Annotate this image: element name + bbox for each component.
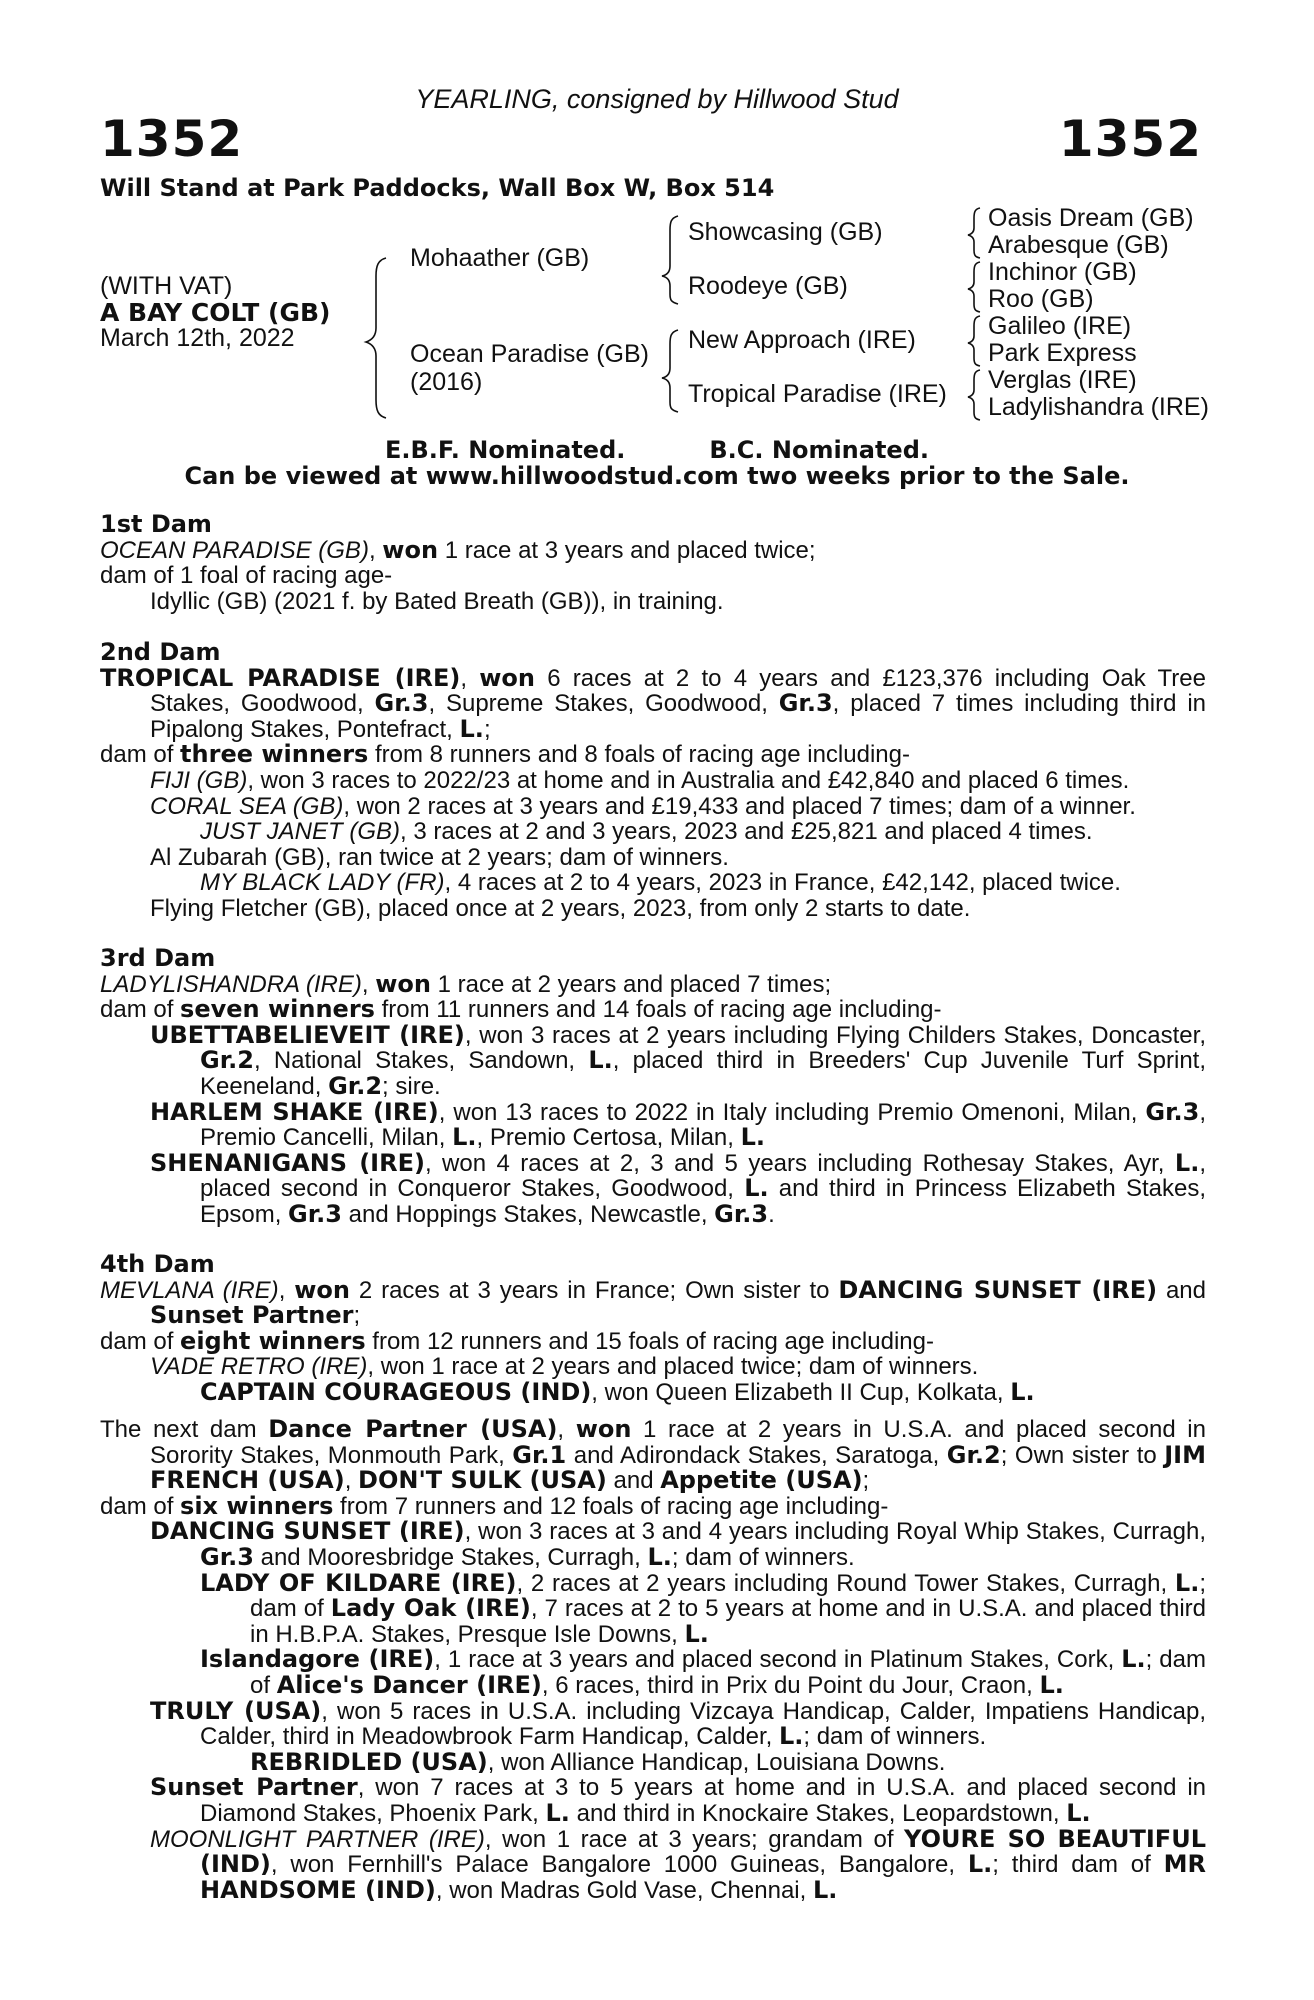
sale-header: YEARLING, consigned by Hillwood Stud xyxy=(415,84,899,114)
gen3-ancestor: Galileo (IRE) xyxy=(988,312,1132,340)
dam-record: OCEAN PARADISE (GB), won 1 race at 3 years and placed twice; xyxy=(100,535,816,564)
dam-dam: Tropical Paradise (IRE) xyxy=(688,380,947,408)
produce-entry: Sunset Partner, won 7 races at 3 to 5 years at home and in U.S.A. and placed second in Diamond Stakes, Phoenix Park, L. and third in Knockaire Stakes, Leopardstown, L. xyxy=(150,1773,1207,1827)
dam-foaled-year: (2016) xyxy=(410,368,483,396)
ebf-nomination: E.B.F. Nominated. xyxy=(384,436,626,464)
dam-name: Ocean Paradise (GB) xyxy=(410,340,649,368)
gen3-ancestor: Arabesque (GB) xyxy=(988,231,1169,259)
gen3-ancestor: Verglas (IRE) xyxy=(988,366,1137,394)
third-dam-section xyxy=(100,946,1206,1228)
gen3-ancestor: Inchinor (GB) xyxy=(988,258,1137,286)
gen3-ancestor: Park Express xyxy=(988,339,1137,367)
dam-record: LADYLISHANDRA (IRE), won 1 race at 2 years and placed 7 times; xyxy=(100,969,832,998)
next-dam-section xyxy=(100,1417,1206,1903)
lot-number-left: 1352 xyxy=(100,110,244,168)
second-dam-section xyxy=(100,640,1206,922)
produce-entry: Al Zubarah (GB), ran twice at 2 years; dam of winners. xyxy=(150,843,729,871)
produce-entry: SHENANIGANS (IRE), won 4 races at 2, 3 and 5 years including Rothesay Stakes, Ayr, L., placed second in Conqueror Stakes, Goodwood, L. and third in Princess Elizabeth Stakes, Epsom, Gr.3 and Hoppings Stakes, Newcastle, Gr.3. xyxy=(150,1148,1207,1228)
gen3-ancestor: Roo (GB) xyxy=(988,285,1094,313)
produce-entry: HARLEM SHAKE (IRE), won 13 races to 2022 in Italy including Premio Omenoni, Milan, Gr.3, Premio Cancelli, Milan, L., Premio Certosa, Milan, L. xyxy=(150,1097,1206,1152)
produce-entry: DANCING SUNSET (IRE), won 3 races at 3 and 4 years including Royal Whip Stakes, Curragh, Gr.3 and Mooresbridge Stakes, Curragh, L.; dam of winners. xyxy=(150,1517,1206,1571)
bc-nomination: B.C. Nominated. xyxy=(709,436,930,464)
produce-entry: VADE RETRO (IRE), won 1 race at 2 years and placed twice; dam of winners. xyxy=(150,1353,979,1381)
dam-record: TROPICAL PARADISE (IRE), won 6 races at 2 to 4 years and £123,376 including Oak Tree Stakes, Goodwood, Gr.3, Supreme Stakes, Goodwood, Gr.3, placed 7 times including third in Pipalong Stakes, Pontefract, L.; xyxy=(100,663,1207,743)
produce-summary: dam of 1 foal of racing age- xyxy=(100,562,393,590)
produce-entry: Islandagore (IRE), 1 race at 3 years and placed second in Platinum Stakes, Cork, L.; dam of Alice's Dancer (IRE), 6 races, third in Prix du Point du Jour, Craon, L. xyxy=(200,1645,1206,1699)
sire-sire: Showcasing (GB) xyxy=(688,218,883,246)
produce-summary: dam of six winners from 7 runners and 12 foals of racing age including- xyxy=(100,1491,889,1520)
produce-summary: dam of seven winners from 11 runners and 14 foals of racing age including- xyxy=(100,995,942,1024)
produce-entry: MOONLIGHT PARTNER (IRE), won 1 race at 3 years; grandam of YOURE SO BEAUTIFUL (IND), won Fernhill's Palace Bangalore 1000 Guineas, Bangalore, L.; third dam of MR HANDSOME (IND), won Madras Gold Vase, Chennai, L. xyxy=(150,1824,1207,1904)
produce-summary: dam of eight winners from 12 runners and 15 foals of racing age including- xyxy=(100,1326,934,1355)
produce-entry: CORAL SEA (GB), won 2 races at 3 years and £19,433 and placed 7 times; dam of a winner. xyxy=(150,792,1136,820)
sire-name: Mohaather (GB) xyxy=(410,244,590,272)
produce-entry: UBETTABELIEVEIT (IRE), won 3 races at 2 years including Flying Childers Stakes, Doncaster, Gr.2, National Stakes, Sandown, L., placed third in Breeders' Cup Juvenile Turf Sprint, Keeneland, Gr.2; sire. xyxy=(150,1020,1207,1100)
section-heading: 4th Dam xyxy=(100,1250,215,1278)
dam-record: MEVLANA (IRE), won 2 races at 3 years in France; Own sister to DANCING SUNSET (IRE) and Sunset Partner; xyxy=(100,1275,1206,1330)
first-dam-section xyxy=(100,512,1206,614)
gen3-ancestor: Oasis Dream (GB) xyxy=(988,204,1194,232)
produce-entry: Idyllic (GB) (2021 f. by Bated Breath (GB)), in training. xyxy=(150,587,724,615)
dam-sire: New Approach (IRE) xyxy=(688,326,916,354)
section-heading: 2nd Dam xyxy=(100,638,221,666)
produce-summary: dam of three winners from 8 runners and 8 foals of racing age including- xyxy=(100,740,910,769)
produce-entry: LADY OF KILDARE (IRE), 2 races at 2 years including Round Tower Stakes, Curragh, L.; dam of Lady Oak (IRE), 7 races at 2 to 5 years at home and in U.S.A. and placed third in H.B.P.A. Stakes, Presque Isle Downs, L. xyxy=(200,1568,1207,1648)
produce-entry: MY BLACK LADY (FR), 4 races at 2 to 4 years, 2023 in France, £42,142, placed twice. xyxy=(200,869,1121,897)
produce-entry: JUST JANET (GB), 3 races at 2 and 3 years, 2023 and £25,821 and placed 4 times. xyxy=(200,818,1093,846)
produce-entry: TRULY (USA), won 5 races in U.S.A. including Vizcaya Handicap, Calder, Impatiens Handicap, Calder, third in Meadowbrook Farm Handicap, Calder, L.; dam of winners. xyxy=(150,1696,1206,1751)
produce-entry: Flying Fletcher (GB), placed once at 2 years, 2023, from only 2 starts to date. xyxy=(150,894,971,922)
gen3-ancestor: Ladylishandra (IRE) xyxy=(988,393,1209,421)
viewing-note: Can be viewed at www.hillwoodstud.com two weeks prior to the Sale. xyxy=(184,462,1130,490)
produce-entry: REBRIDLED (USA), won Alliance Handicap, Louisiana Downs. xyxy=(250,1747,946,1776)
lot-number-right: 1352 xyxy=(1058,110,1202,168)
nominations xyxy=(0,436,1314,464)
dam-record: The next dam Dance Partner (USA), won 1 race at 2 years in U.S.A. and placed second in Sorority Stakes, Monmouth Park, Gr.1 and Adirondack Stakes, Saratoga, Gr.2; Own sister to JIM FRENCH (USA), DON'T SULK (USA) and Appetite (USA); xyxy=(100,1415,1206,1495)
section-heading: 1st Dam xyxy=(100,510,212,538)
sire-dam: Roodeye (GB) xyxy=(688,272,848,300)
fourth-dam-section xyxy=(100,1252,1206,1406)
subject-horse: A BAY COLT (GB) xyxy=(100,298,331,327)
foaling-date: March 12th, 2022 xyxy=(100,324,295,352)
stand-location: Will Stand at Park Paddocks, Wall Box W, Box 514 xyxy=(100,174,775,202)
section-heading: 3rd Dam xyxy=(100,944,216,972)
vat-note: (WITH VAT) xyxy=(100,272,233,300)
produce-entry: CAPTAIN COURAGEOUS (IND), won Queen Elizabeth II Cup, Kolkata, L. xyxy=(200,1377,1035,1406)
produce-entry: FIJI (GB), won 3 races to 2022/23 at home and in Australia and £42,840 and placed 6 times. xyxy=(150,766,1130,794)
